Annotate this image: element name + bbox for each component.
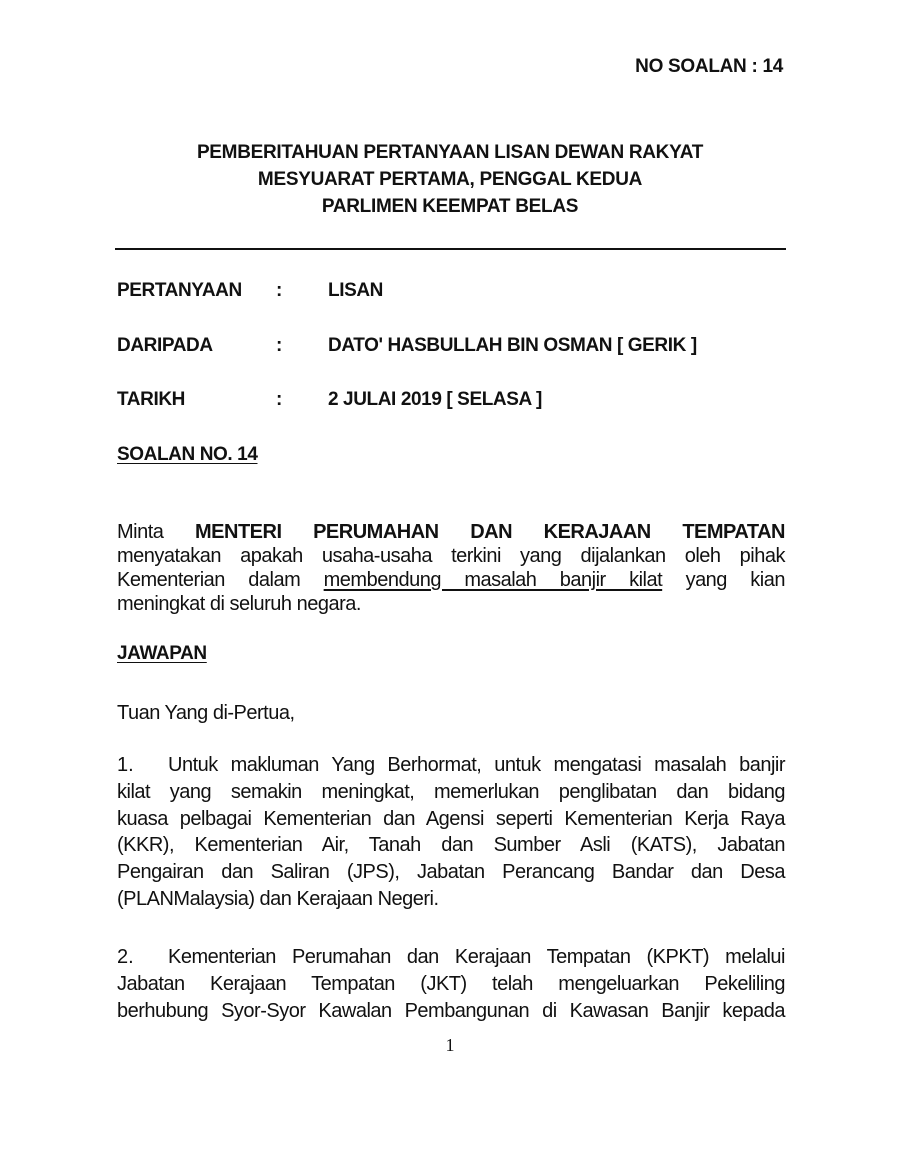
question-underlined-phrase: membendung masalah banjir kilat [323, 569, 663, 591]
paragraph-line: (KKR), Kementerian Air, Tanah dan Sumber Asli (KATS), Jabatan [117, 834, 785, 856]
answer-heading: JAWAPAN [117, 643, 207, 664]
field-value: 2 JULAI 2019 [ SELASA ] [328, 389, 542, 410]
field-value: DATO' HASBULLAH BIN OSMAN [ GERIK ] [328, 335, 697, 356]
ministry-word: TEMPATAN [682, 521, 785, 543]
question-line-3 [117, 568, 785, 592]
title-line-1: PEMBERITAHUAN PERTANYAAN LISAN DEWAN RAKYAT [196, 142, 704, 163]
ministry-word: PERUMAHAN [313, 521, 439, 543]
salutation: Tuan Yang di-Pertua, [117, 702, 295, 724]
ministry-word: KERAJAAN [543, 521, 651, 543]
field-value: LISAN [328, 280, 384, 301]
title-line-2: MESYUARAT PERTAMA, PENGGAL KEDUA [257, 169, 643, 190]
question-line-4: meningkat di seluruh negara. [117, 593, 361, 615]
ministry-word: MENTERI [195, 521, 282, 543]
title-line-3: PARLIMEN KEEMPAT BELAS [321, 196, 579, 217]
field-colon: : [276, 335, 282, 356]
paragraph-line: Pengairan dan Saliran (JPS), Jabatan Perancang Bandar dan Desa [117, 861, 785, 883]
paragraph-line: (PLANMalaysia) dan Kerajaan Negeri. [117, 888, 439, 910]
question-number-label: NO SOALAN : 14 [635, 56, 783, 77]
paragraph-line: berhubung Syor-Syor Kawalan Pembangunan di Kawasan Banjir kepada [117, 1000, 785, 1022]
question-line-3-suffix: yang kian [685, 569, 785, 591]
question-line-2: menyatakan apakah usaha-usaha terkini yang dijalankan oleh pihak [117, 545, 785, 567]
paragraph-number: 1. [117, 754, 134, 776]
paragraph-line: kuasa pelbagai Kementerian dan Agensi seperti Kementerian Kerja Raya [117, 808, 785, 830]
question-heading: SOALAN NO. 14 [117, 444, 258, 465]
field-label: TARIKH [117, 389, 185, 410]
field-label: PERTANYAAN [117, 280, 242, 301]
paragraph-number: 2. [117, 946, 134, 968]
paragraph-line: Jabatan Kerajaan Tempatan (JKT) telah mengeluarkan Pekeliling [117, 973, 785, 995]
paragraph-line: Kementerian Perumahan dan Kerajaan Tempatan (KPKT) melalui [168, 946, 785, 968]
field-label: DARIPADA [117, 335, 213, 356]
horizontal-divider [115, 248, 786, 250]
field-colon: : [276, 389, 282, 410]
question-line-3-prefix: Kementerian dalam [117, 569, 301, 591]
paragraph-line: kilat yang semakin meningkat, memerlukan penglibatan dan bidang [117, 781, 785, 803]
question-prefix: Minta [117, 521, 164, 543]
question-line-1 [117, 520, 785, 544]
page-number: 1 [445, 1035, 455, 1055]
field-colon: : [276, 280, 282, 301]
ministry-word: DAN [470, 521, 513, 543]
paragraph-line: Untuk makluman Yang Berhormat, untuk mengatasi masalah banjir [168, 754, 785, 776]
